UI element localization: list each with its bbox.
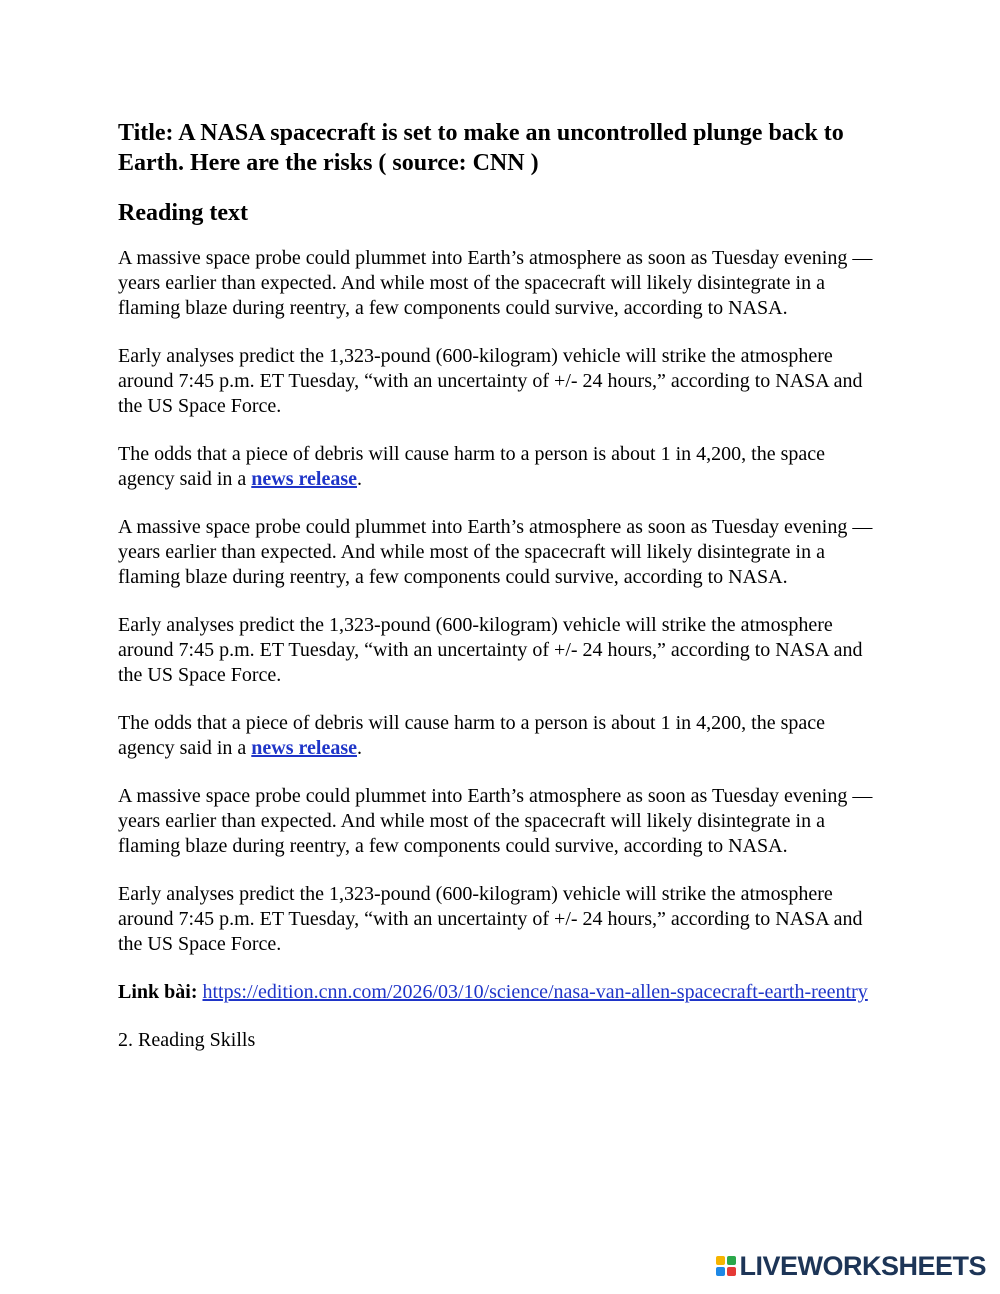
section-heading: Reading text [118,200,248,226]
paragraph-3-end: . [357,468,362,490]
paragraph-6 [118,711,878,761]
source-link-label: Link bài: [118,981,198,1003]
worksheet-page [118,118,898,1053]
reading-skills-heading: 2. Reading Skills [118,1029,256,1051]
paragraph-5: Early analyses predict the 1,323-pound (600-kilogram) vehicle will strike the atmosphere around 7:45 p.m. ET Tuesday, “with an uncertainty of +/- 24 hours,” according to NASA and the US Space Force. [118,614,863,686]
paragraph-1: A massive space probe could plummet into Earth’s atmosphere as soon as Tuesday evening — years earlier than expected. And while most of the spacecraft will likely disintegrate in a flaming blaze during reentry, a few components could survive, according to NASA. [118,247,873,319]
liveworksheets-logo [716,1252,986,1280]
paragraph-3-text: The odds that a piece of debris will cause harm to a person is about 1 in 4,200, the space agency said in a [118,443,826,490]
logo-square-yellow [716,1256,725,1265]
news-release-link[interactable]: news release [251,737,357,759]
paragraph-2: Early analyses predict the 1,323-pound (600-kilogram) vehicle will strike the atmosphere around 7:45 p.m. ET Tuesday, “with an uncertainty of +/- 24 hours,” according to NASA and the US Space Force. [118,345,863,417]
paragraph-6-text: The odds that a piece of debris will cause harm to a person is about 1 in 4,200, the space agency said in a [118,712,826,759]
paragraph-3 [118,442,878,492]
logo-text: LIVEWORKSHEETS [739,1250,986,1281]
paragraph-4: A massive space probe could plummet into Earth’s atmosphere as soon as Tuesday evening — years earlier than expected. And while most of the spacecraft will likely disintegrate in a flaming blaze during reentry, a few components could survive, according to NASA. [118,516,873,588]
source-url-link[interactable]: https://edition.cnn.com/2026/03/10/science/nasa-van-allen-spacecraft-earth-reentry [202,981,868,1003]
logo-square-blue [716,1267,725,1276]
news-release-link[interactable]: news release [251,468,357,490]
document-title: Title: A NASA spacecraft is set to make an uncontrolled plunge back to Earth. Here are the risks ( source: CNN ) [118,120,844,176]
logo-mark-icon [716,1256,736,1276]
source-link-line [118,980,888,1005]
paragraph-6-end: . [357,737,362,759]
logo-square-red [727,1267,736,1276]
logo-square-green [727,1256,736,1265]
paragraph-7: A massive space probe could plummet into Earth’s atmosphere as soon as Tuesday evening — years earlier than expected. And while most of the spacecraft will likely disintegrate in a flaming blaze during reentry, a few components could survive, according to NASA. [118,785,873,857]
paragraph-8: Early analyses predict the 1,323-pound (600-kilogram) vehicle will strike the atmosphere around 7:45 p.m. ET Tuesday, “with an uncertainty of +/- 24 hours,” according to NASA and the US Space Force. [118,883,863,955]
